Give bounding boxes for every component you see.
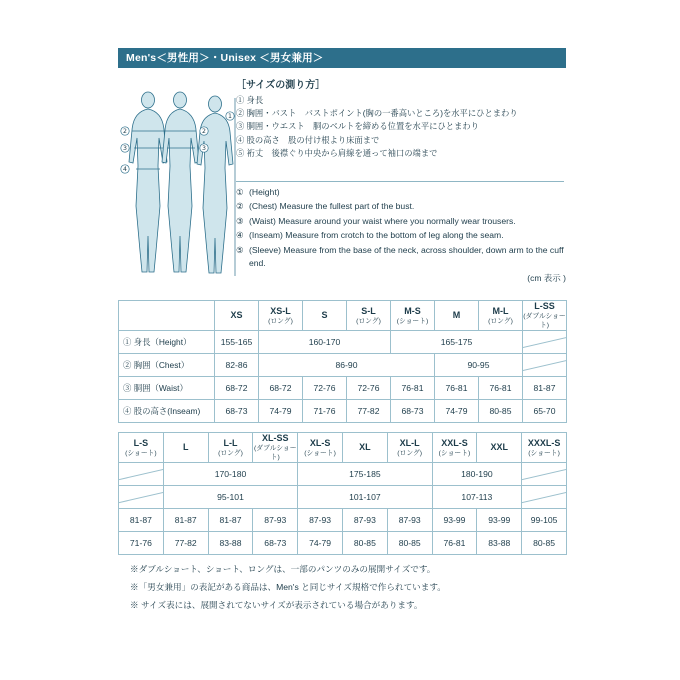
empty-cell [522,486,567,509]
size-sublabel: (ショート) [125,449,157,457]
measurement-cell: 95-101 [163,486,297,509]
size-label: XL-S [309,437,331,448]
row-label: ① 身長（Height） [119,331,215,354]
measurement-cell: 87-93 [342,509,387,532]
size-column-header [387,433,432,463]
measurement-cell: 175-185 [298,463,432,486]
measure-en-number: ② [236,201,244,212]
measurement-cell: 68-72 [259,377,303,400]
human-figure-icons [118,86,236,281]
size-label: L [182,442,189,452]
size-column-header [298,433,343,463]
measure-en-text: (Height) [249,187,280,197]
measure-instructions [118,76,566,292]
measure-title: ［サイズの測り方］ [236,80,326,91]
measurement-cell: 71-76 [303,400,347,423]
measurement-cell: 80-85 [522,532,567,555]
measure-en-item [236,186,566,199]
body-figures [118,86,236,281]
size-column-header [208,433,253,463]
measurement-cell: 81-87 [119,509,164,532]
measurement-cell: 101-107 [298,486,432,509]
size-column-header [163,433,208,463]
measurement-cell: 170-180 [163,463,297,486]
measure-jp-item: ③ 胴囲・ウエスト 胴のベルトを締める位置を水平にひとまわり [236,121,479,132]
measurement-cell: 71-76 [119,532,164,555]
measurement-cell: 74-79 [435,400,479,423]
measurement-cell: 81-87 [208,509,253,532]
measure-en-item [236,229,566,242]
size-label: XL-L [399,437,420,448]
measurement-cell: 81-87 [523,377,567,400]
size-sublabel: (ショート) [438,449,471,457]
measure-en-text: (Inseam) Measure from crotch to the bottom of leg along the seam. [249,230,504,241]
size-label: L-L [223,437,238,448]
size-sublabel: (ダブルショート) [523,313,566,329]
size-column-header [119,433,164,463]
svg-text:3: 3 [202,145,206,153]
size-label: XXL-S [441,437,468,448]
measurement-cell: 99-105 [522,509,567,532]
measurement-cell: 83-88 [477,532,522,555]
measurement-cell: 81-87 [163,509,208,532]
size-column-header [523,301,567,331]
table-row [119,509,567,532]
measure-jp-item: ① 身長 [236,95,264,105]
measure-en-text: (Chest) Measure the fullest part of the bust. [249,201,415,212]
measurement-cell: 155-165 [215,331,259,354]
size-sublabel: (ショート) [304,449,336,457]
measurement-cell: 76-81 [391,377,435,400]
size-sublabel: (ショート) [396,317,429,325]
svg-text:2: 2 [202,128,206,136]
size-label: M [452,310,461,320]
measure-en-item [236,215,566,228]
measure-en-number: ⑤ [236,244,244,255]
unit-note: (cm 表示 ) [527,273,566,283]
measurement-cell: 80-85 [387,532,432,555]
svg-text:2: 2 [123,128,127,136]
size-column-header [347,301,391,331]
measure-en-item [236,244,566,271]
size-column-header [259,301,303,331]
measurement-cell: 87-93 [298,509,343,532]
size-column-header [432,433,477,463]
measurement-cell: 68-73 [391,400,435,423]
footnote: ※ サイズ表には、展開されてないサイズが表示されている場合があります。 [130,600,423,610]
size-label: M-S [404,305,421,316]
table-row [119,463,567,486]
measurement-cell: 82-86 [215,354,259,377]
measure-jp-item: ④ 股の高さ 股の付け根より床面まで [236,134,380,145]
measure-en-number: ③ [236,215,244,226]
size-label: L-S [133,437,149,448]
size-column-header [253,433,298,463]
empty-cell [119,463,164,486]
size-label: XS [230,310,243,320]
measure-en-number: ① [236,187,244,197]
measurement-cell: 160-170 [259,331,391,354]
size-sublabel: (ダブルショート) [254,445,297,461]
empty-cell [119,486,164,509]
row-label: ④ 股の高さ(Inseam) [119,400,215,423]
size-label: L-SS [534,301,555,311]
measure-jp-item: ② 胸囲・バスト バストポイント(胸の一番高いところ)を水平にひとまわり [236,108,518,119]
table-header-row [119,433,567,463]
size-sublabel: (ロング) [218,449,243,457]
measurement-cell: 76-81 [435,377,479,400]
measurement-cell: 76-81 [479,377,523,400]
measurement-cell: 74-79 [259,400,303,423]
table-corner-cell [119,301,215,331]
measure-jp-list [236,94,566,160]
size-label: XXXL-S [527,437,561,448]
measure-en-text: (Sleeve) Measure from the base of the neck, across shoulder, down arm to the cuff end. [249,244,564,269]
footnotes [130,560,570,614]
footnote: ※「男女兼用」の表記がある商品は、Men's と同じサイズ規格で作られています。 [130,582,446,592]
svg-text:4: 4 [123,166,127,174]
measurement-cell: 74-79 [298,532,343,555]
footnote: ※ダブルショート、ショート、ロングは、一部のパンツのみの展開サイズです。 [130,564,436,574]
size-table-secondary [118,432,567,555]
table-row [119,486,567,509]
size-column-header [522,433,567,463]
size-label: XS-L [270,305,291,316]
table-row [119,400,567,423]
measurement-cell: 87-93 [253,509,298,532]
measurement-cell: 76-81 [432,532,477,555]
empty-cell [523,331,567,354]
measurement-cell: 93-99 [477,509,522,532]
measurement-cell: 72-76 [347,377,391,400]
measure-en-text: (Waist) Measure around your waist where you normally wear trousers. [249,215,516,226]
empty-cell [522,463,567,486]
size-table-primary [118,300,567,423]
measure-en-number: ④ [236,230,244,241]
size-sublabel: (ロング) [268,317,293,325]
measurement-cell: 93-99 [432,509,477,532]
size-label: M-L [492,305,509,316]
svg-text:1: 1 [228,113,232,121]
table-header-row [119,301,567,331]
size-sublabel: (ショート) [528,449,560,457]
size-column-header [477,433,522,463]
size-column-header [479,301,523,331]
size-label: XXL [490,442,509,452]
row-label: ② 胸囲（Chest） [119,354,215,377]
size-label: S [321,310,328,320]
measurement-cell: 83-88 [208,532,253,555]
section-divider [236,181,564,182]
measure-jp-item: ⑤ 裄丈 後襟ぐり中央から肩線を通って袖口の端まで [236,147,438,158]
size-sublabel: (ロング) [488,317,513,325]
measurement-cell: 65-70 [523,400,567,423]
measurement-cell: 180-190 [432,463,522,486]
measurement-cell: 80-85 [342,532,387,555]
size-sublabel: (ロング) [397,449,423,457]
table-row [119,354,567,377]
measure-en-item [236,200,566,213]
measurement-cell: 68-73 [253,532,298,555]
size-sublabel: (ロング) [356,317,381,325]
measurement-cell: 68-72 [215,377,259,400]
measurement-cell: 68-73 [215,400,259,423]
size-column-header [303,301,347,331]
measurement-cell: 87-93 [387,509,432,532]
measurement-cell: 77-82 [163,532,208,555]
size-label: S-L [361,305,376,316]
table-row [119,377,567,400]
size-label: XL [359,442,371,452]
measurement-cell: 80-85 [479,400,523,423]
empty-cell [523,354,567,377]
size-column-header [391,301,435,331]
size-column-header [215,301,259,331]
measurement-cell: 90-95 [435,354,523,377]
measurement-cell: 86-90 [259,354,435,377]
measure-en-list [236,186,566,271]
measurement-cell: 165-175 [391,331,523,354]
size-label: XL-SS [262,433,289,443]
table-row [119,331,567,354]
size-column-header [342,433,387,463]
table-row [119,532,567,555]
size-column-header [435,301,479,331]
page-title: Men's＜男性用＞・Unisex ＜男女兼用＞ [118,48,566,68]
svg-text:3: 3 [123,145,127,153]
measurement-cell: 72-76 [303,377,347,400]
measurement-cell: 77-82 [347,400,391,423]
measurement-cell: 107-113 [432,486,522,509]
row-label: ③ 胴囲（Waist） [119,377,215,400]
